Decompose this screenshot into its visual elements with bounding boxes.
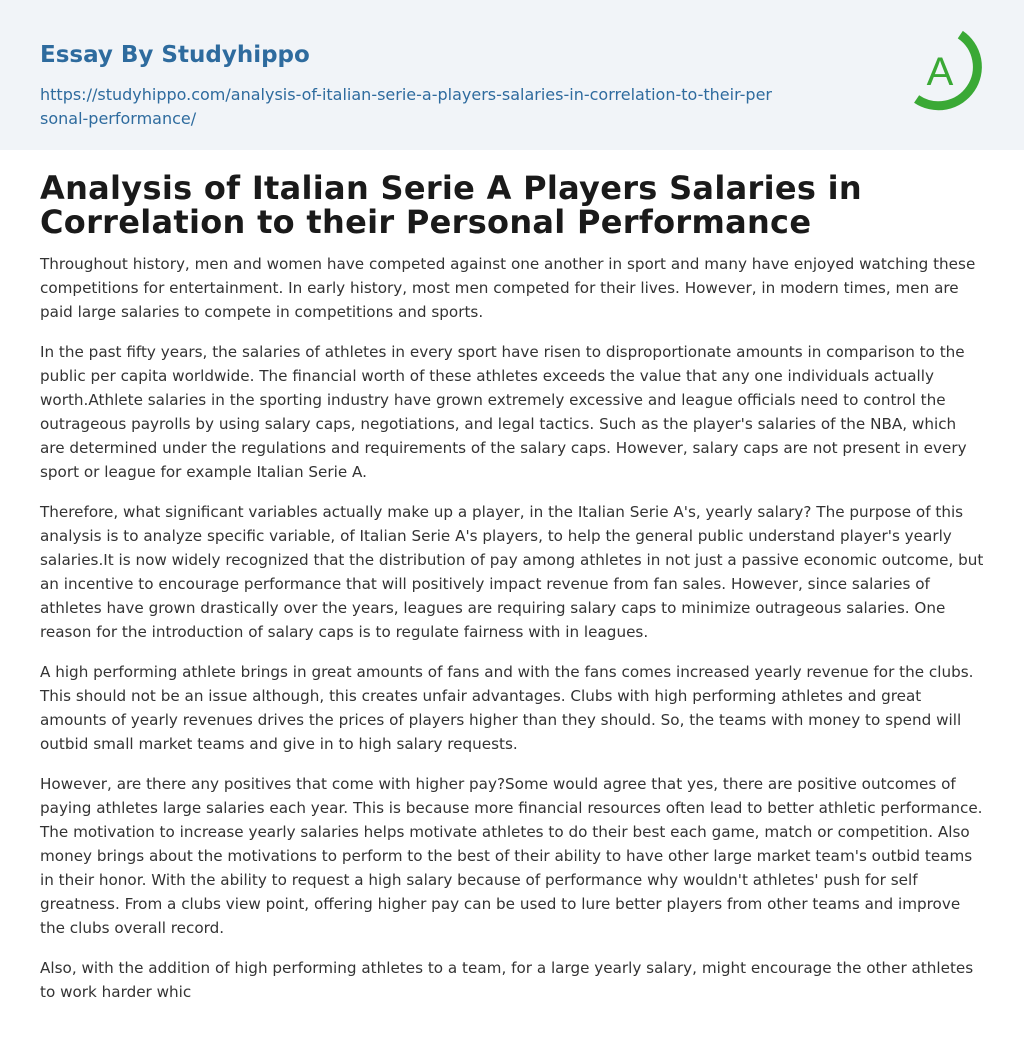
article xyxy=(0,150,1024,1004)
article-paragraph: In the past fifty years, the salaries of athletes in every sport have risen to disproportionate amounts in comparison to the public per capita worldwide. The financial worth of these athletes exceeds the value that any one individuals actually worth.Athlete salaries in the sporting industry have grown extremely excessive and league officials need to control the outrageous payrolls by using salary caps, negotiations, and legal tactics. Such as the player's salaries of the NBA, which are determined under the regulations and requirements of the salary caps. However, salary caps are not present in every sport or league for example Italian Serie A. xyxy=(40,343,967,481)
article-paragraph: Therefore, what significant variables actually make up a player, in the Italian Serie A's, yearly salary? The purpose of this analysis is to analyze specific variable, of Italian Serie A's players, to help the general public understand player's yearly salaries.It is now widely recognized that the distribution of pay among athletes in not just a passive economic outcome, but an incentive to encourage performance that will positively impact revenue from fan sales. However, since salaries of athletes have grown drastically over the years, leagues are requiring salary caps to minimize outrageous salaries. One reason for the introduction of salary caps is to regulate fairness with in leagues. xyxy=(40,503,984,641)
source-url-link[interactable]: https://studyhippo.com/analysis-of-italian-serie-a-players-salaries-in-correlation-to-their-personal-performance/ xyxy=(40,85,772,128)
article-paragraph: Also, with the addition of high performing athletes to a team, for a large yearly salary, might encourage the other athletes to work harder whic xyxy=(40,959,974,1001)
article-title: Analysis of Italian Serie A Players Salaries in Correlation to their Personal Performance xyxy=(40,169,862,241)
article-paragraph: Throughout history, men and women have competed against one another in sport and many have enjoyed watching these competitions for entertainment. In early history, most men competed for their lives. However, in modern times, men are paid large salaries to compete in competitions and sports. xyxy=(40,255,976,321)
logo-letter: A xyxy=(926,50,954,94)
studyhippo-logo-icon xyxy=(904,28,988,116)
article-paragraph: However, are there any positives that come with higher pay?Some would agree that yes, there are positive outcomes of paying athletes large salaries each year. This is because more financial resources often lead to better athletic performance. The motivation to increase yearly salaries helps motivate athletes to do their best each game, match or competition. Also money brings about the motivations to perform to the best of their ability to have other large market team's outbid teams in their honor. With the ability to request a high salary because of performance why wouldn't athletes' push for self greatness. From a clubs view point, offering higher pay can be used to lure better players from other teams and improve the clubs overall record. xyxy=(40,775,983,937)
page-header xyxy=(0,0,1024,150)
article-paragraph: A high performing athlete brings in great amounts of fans and with the fans comes increased yearly revenue for the clubs. This should not be an issue although, this creates unfair advantages. Clubs with high performing athletes and great amounts of yearly revenues drives the prices of players higher than they should. So, the teams with money to spend will outbid small market teams and give in to high salary requests. xyxy=(40,663,974,753)
site-title: Essay By Studyhippo xyxy=(40,42,310,68)
